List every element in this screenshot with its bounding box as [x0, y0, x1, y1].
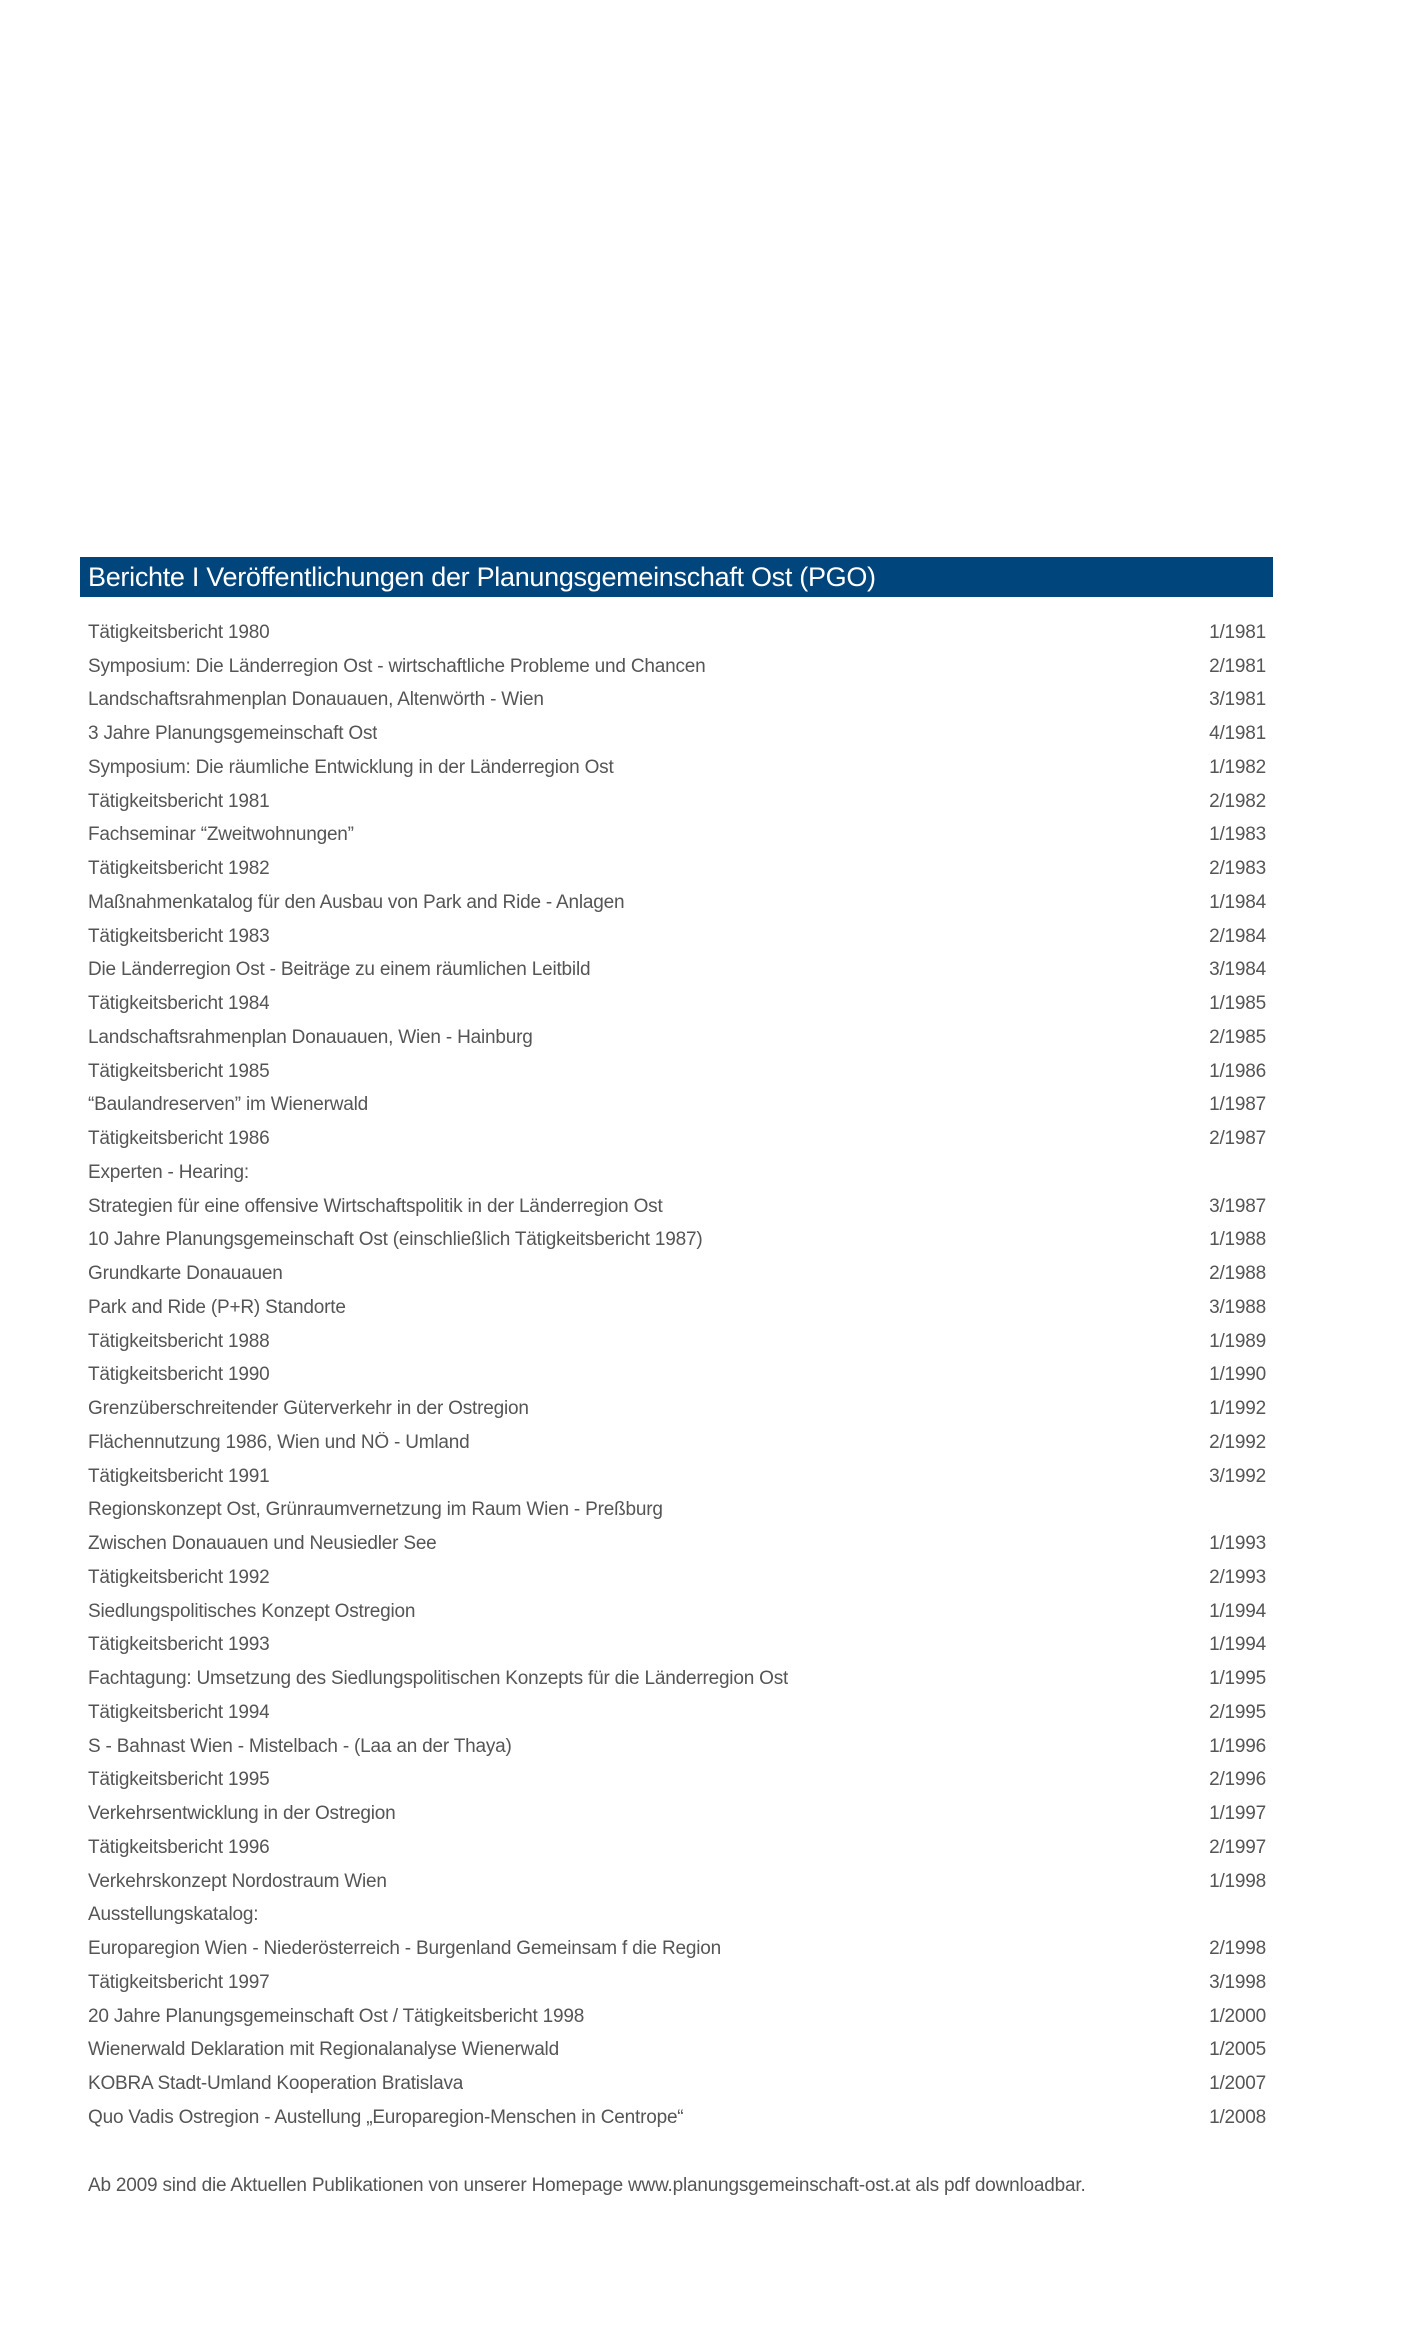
report-number: 2/1993	[1209, 1566, 1266, 1588]
report-number: 2/1987	[1209, 1128, 1266, 1150]
list-item	[88, 1831, 1268, 1865]
report-title: Experten - Hearing:	[88, 1161, 249, 1183]
report-title: “Baulandreserven” im Wienerwald	[88, 1094, 368, 1116]
list-item	[88, 1460, 1268, 1494]
report-number: 1/1994	[1209, 1600, 1266, 1622]
report-number: 1/1985	[1209, 993, 1266, 1015]
report-title: Tätigkeitsbericht 1991	[88, 1465, 270, 1487]
list-item	[88, 852, 1268, 886]
list-item	[88, 2101, 1268, 2135]
list-item	[88, 1662, 1268, 1696]
report-title: 3 Jahre Planungsgemeinschaft Ost	[88, 723, 378, 745]
report-number: 2/1997	[1209, 1836, 1266, 1858]
report-number: 1/2008	[1209, 2106, 1266, 2128]
list-item	[88, 819, 1268, 853]
list-item	[88, 650, 1268, 684]
page-title: Berichte I Veröffentlichungen der Planungsgemeinschaft Ost (PGO)	[88, 561, 876, 592]
list-item	[88, 920, 1268, 954]
list-item	[88, 1730, 1268, 1764]
report-number: 2/1985	[1209, 1026, 1266, 1048]
report-title: Tätigkeitsbericht 1992	[88, 1566, 270, 1588]
list-item	[88, 1055, 1268, 1089]
report-title: Tätigkeitsbericht 1988	[88, 1330, 270, 1352]
report-number: 3/1992	[1209, 1465, 1266, 1487]
report-title: 10 Jahre Planungsgemeinschaft Ost (einschließlich Tätigkeitsbericht 1987)	[88, 1229, 703, 1251]
list-item	[88, 1156, 1268, 1190]
report-number: 1/1996	[1209, 1735, 1266, 1757]
report-number: 1/1986	[1209, 1060, 1266, 1082]
list-item	[88, 1426, 1268, 1460]
report-title: Landschaftsrahmenplan Donauauen, Altenwörth - Wien	[88, 689, 544, 711]
list-item	[88, 1392, 1268, 1426]
list-item	[88, 1865, 1268, 1899]
report-title: Die Länderregion Ost - Beiträge zu einem räumlichen Leitbild	[88, 959, 591, 981]
report-title: Verkehrsentwicklung in der Ostregion	[88, 1803, 396, 1825]
list-item	[88, 1595, 1268, 1629]
list-item	[88, 751, 1268, 785]
report-number: 1/2005	[1209, 2039, 1266, 2061]
report-number: 2/1982	[1209, 790, 1266, 812]
report-number: 1/2007	[1209, 2073, 1266, 2095]
report-number: 1/1988	[1209, 1229, 1266, 1251]
report-title: Siedlungspolitisches Konzept Ostregion	[88, 1600, 416, 1622]
list-item	[88, 987, 1268, 1021]
report-title: Grundkarte Donauauen	[88, 1263, 283, 1285]
list-item	[88, 1494, 1268, 1528]
report-title: Tätigkeitsbericht 1982	[88, 858, 270, 880]
report-number: 1/1992	[1209, 1398, 1266, 1420]
report-title: Strategien für eine offensive Wirtschaftspolitik in der Länderregion Ost	[88, 1195, 663, 1217]
report-title: Landschaftsrahmenplan Donauauen, Wien - Hainburg	[88, 1026, 533, 1048]
report-title: Quo Vadis Ostregion - Austellung „Europaregion-Menschen in Centrope“	[88, 2106, 684, 2128]
list-item	[88, 2000, 1268, 2034]
list-item	[88, 717, 1268, 751]
report-title: Tätigkeitsbericht 1984	[88, 993, 270, 1015]
report-number: 1/1994	[1209, 1634, 1266, 1656]
list-item	[88, 1190, 1268, 1224]
report-number: 2/1992	[1209, 1431, 1266, 1453]
report-number: 1/1989	[1209, 1330, 1266, 1352]
report-title: Grenzüberschreitender Güterverkehr in der Ostregion	[88, 1398, 529, 1420]
report-number: 1/1993	[1209, 1533, 1266, 1555]
report-number: 1/1983	[1209, 824, 1266, 846]
report-title: Zwischen Donauauen und Neusiedler See	[88, 1533, 437, 1555]
report-title: Tätigkeitsbericht 1995	[88, 1769, 270, 1791]
report-number: 2/1981	[1209, 655, 1266, 677]
list-item	[88, 886, 1268, 920]
list-item	[88, 2034, 1268, 2068]
list-item	[88, 1629, 1268, 1663]
report-title: Regionskonzept Ost, Grünraumvernetzung im Raum Wien - Preßburg	[88, 1499, 663, 1521]
report-title: Flächennutzung 1986, Wien und NÖ - Umland	[88, 1431, 470, 1453]
report-title: Tätigkeitsbericht 1986	[88, 1128, 270, 1150]
list-item	[88, 2067, 1268, 2101]
list-item	[88, 1932, 1268, 1966]
list-item	[88, 954, 1268, 988]
report-title: KOBRA Stadt-Umland Kooperation Bratislava	[88, 2073, 464, 2095]
report-title: Tätigkeitsbericht 1996	[88, 1836, 270, 1858]
report-number: 1/1981	[1209, 621, 1266, 643]
section-header	[80, 557, 1273, 597]
report-title: Park and Ride (P+R) Standorte	[88, 1296, 346, 1318]
list-item	[88, 1527, 1268, 1561]
report-number: 3/1984	[1209, 959, 1266, 981]
report-title: Verkehrskonzept Nordostraum Wien	[88, 1870, 387, 1892]
report-number: 1/1997	[1209, 1803, 1266, 1825]
report-number: 2/1984	[1209, 925, 1266, 947]
list-item	[88, 1797, 1268, 1831]
report-title: Ausstellungskatalog:	[88, 1904, 259, 1926]
list-item	[88, 1021, 1268, 1055]
report-title: Fachtagung: Umsetzung des Siedlungspolitischen Konzepts für die Länderregion Ost	[88, 1668, 789, 1690]
list-item	[88, 684, 1268, 718]
report-number: 1/1984	[1209, 891, 1266, 913]
report-title: 20 Jahre Planungsgemeinschaft Ost / Tätigkeitsbericht 1998	[88, 2005, 585, 2027]
report-number: 2/1988	[1209, 1263, 1266, 1285]
report-title: Symposium: Die räumliche Entwicklung in der Länderregion Ost	[88, 756, 614, 778]
report-title: Tätigkeitsbericht 1994	[88, 1701, 270, 1723]
list-item	[88, 616, 1268, 650]
report-number: 3/1981	[1209, 689, 1266, 711]
list-item	[88, 785, 1268, 819]
list-item	[88, 1224, 1268, 1258]
report-title: Symposium: Die Länderregion Ost - wirtschaftliche Probleme und Chancen	[88, 655, 706, 677]
report-list	[88, 616, 1268, 2135]
report-number: 2/1998	[1209, 1938, 1266, 1960]
report-number: 4/1981	[1209, 723, 1266, 745]
report-number: 2/1983	[1209, 858, 1266, 880]
list-item	[88, 1359, 1268, 1393]
report-title: Tätigkeitsbericht 1990	[88, 1364, 270, 1386]
report-number: 1/2000	[1209, 2005, 1266, 2027]
report-title: Wienerwald Deklaration mit Regionalanalyse Wienerwald	[88, 2039, 559, 2061]
list-item	[88, 1325, 1268, 1359]
report-number: 1/1990	[1209, 1364, 1266, 1386]
report-number: 2/1996	[1209, 1769, 1266, 1791]
report-number: 3/1998	[1209, 1971, 1266, 1993]
report-title: Fachseminar “Zweitwohnungen”	[88, 824, 354, 846]
report-number: 1/1982	[1209, 756, 1266, 778]
report-title: Tätigkeitsbericht 1985	[88, 1060, 270, 1082]
list-item	[88, 1966, 1268, 2000]
report-title: Tätigkeitsbericht 1981	[88, 790, 270, 812]
report-title: Tätigkeitsbericht 1980	[88, 621, 270, 643]
report-title: Tätigkeitsbericht 1993	[88, 1634, 270, 1656]
list-item	[88, 1122, 1268, 1156]
list-item	[88, 1899, 1268, 1933]
list-item	[88, 1089, 1268, 1123]
report-number: 1/1998	[1209, 1870, 1266, 1892]
report-title: Tätigkeitsbericht 1997	[88, 1971, 270, 1993]
report-title: Tätigkeitsbericht 1983	[88, 925, 270, 947]
report-title: Europaregion Wien - Niederösterreich - Burgenland Gemeinsam f die Region	[88, 1938, 721, 1960]
list-item	[88, 1561, 1268, 1595]
list-item	[88, 1696, 1268, 1730]
report-number: 3/1988	[1209, 1296, 1266, 1318]
report-title: Maßnahmenkatalog für den Ausbau von Park and Ride - Anlagen	[88, 891, 625, 913]
footer-note: Ab 2009 sind die Aktuellen Publikationen von unserer Homepage www.planungsgemeinschaft-ost.at als pdf downloadbar.	[88, 2175, 1086, 2196]
report-number: 1/1995	[1209, 1668, 1266, 1690]
list-item	[88, 1764, 1268, 1798]
list-item	[88, 1291, 1268, 1325]
report-number: 1/1987	[1209, 1094, 1266, 1116]
report-title: S - Bahnast Wien - Mistelbach - (Laa an der Thaya)	[88, 1735, 512, 1757]
report-number: 2/1995	[1209, 1701, 1266, 1723]
report-number: 3/1987	[1209, 1195, 1266, 1217]
list-item	[88, 1257, 1268, 1291]
